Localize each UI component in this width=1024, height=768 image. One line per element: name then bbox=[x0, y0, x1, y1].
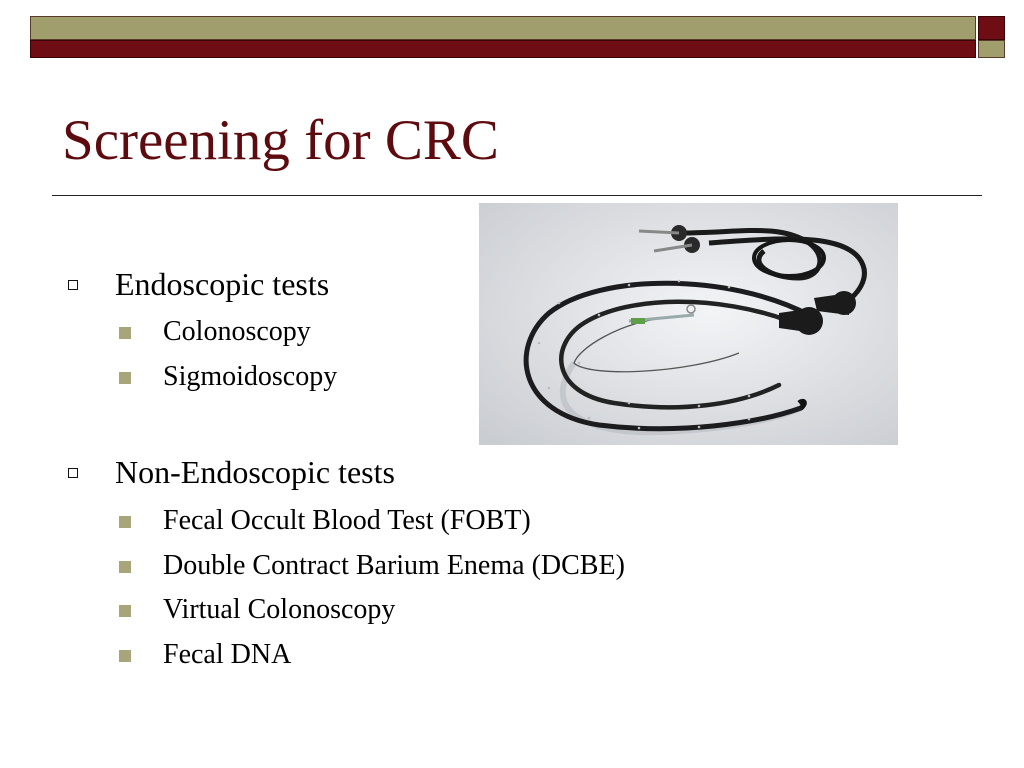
list-item: Virtual Colonoscopy bbox=[163, 594, 396, 625]
banner-olive-bar bbox=[30, 16, 976, 40]
section-heading-endoscopic: Endoscopic tests bbox=[115, 266, 330, 302]
header-banner bbox=[30, 16, 1005, 58]
square-bullet-icon bbox=[119, 372, 131, 384]
hollow-square-bullet-icon bbox=[68, 468, 78, 478]
square-bullet-icon bbox=[119, 650, 131, 662]
section-heading-non-endoscopic: Non-Endoscopic tests bbox=[115, 454, 395, 490]
banner-corner-olive bbox=[978, 40, 1005, 58]
square-bullet-icon bbox=[119, 327, 131, 339]
list-item: Colonoscopy bbox=[163, 316, 311, 347]
hollow-square-bullet-icon bbox=[68, 280, 78, 290]
list-item: Double Contract Barium Enema (DCBE) bbox=[163, 550, 625, 581]
slide-title: Screening for CRC bbox=[62, 109, 499, 172]
title-divider bbox=[52, 195, 982, 196]
square-bullet-icon bbox=[119, 561, 131, 573]
list-item: Fecal Occult Blood Test (FOBT) bbox=[163, 505, 531, 536]
list-item: Sigmoidoscopy bbox=[163, 361, 338, 392]
list-item: Fecal DNA bbox=[163, 639, 292, 670]
square-bullet-icon bbox=[119, 605, 131, 617]
banner-maroon-bar bbox=[30, 40, 976, 58]
banner-corner-maroon bbox=[978, 16, 1005, 40]
square-bullet-icon bbox=[119, 516, 131, 528]
endoscope-photo bbox=[479, 203, 898, 445]
